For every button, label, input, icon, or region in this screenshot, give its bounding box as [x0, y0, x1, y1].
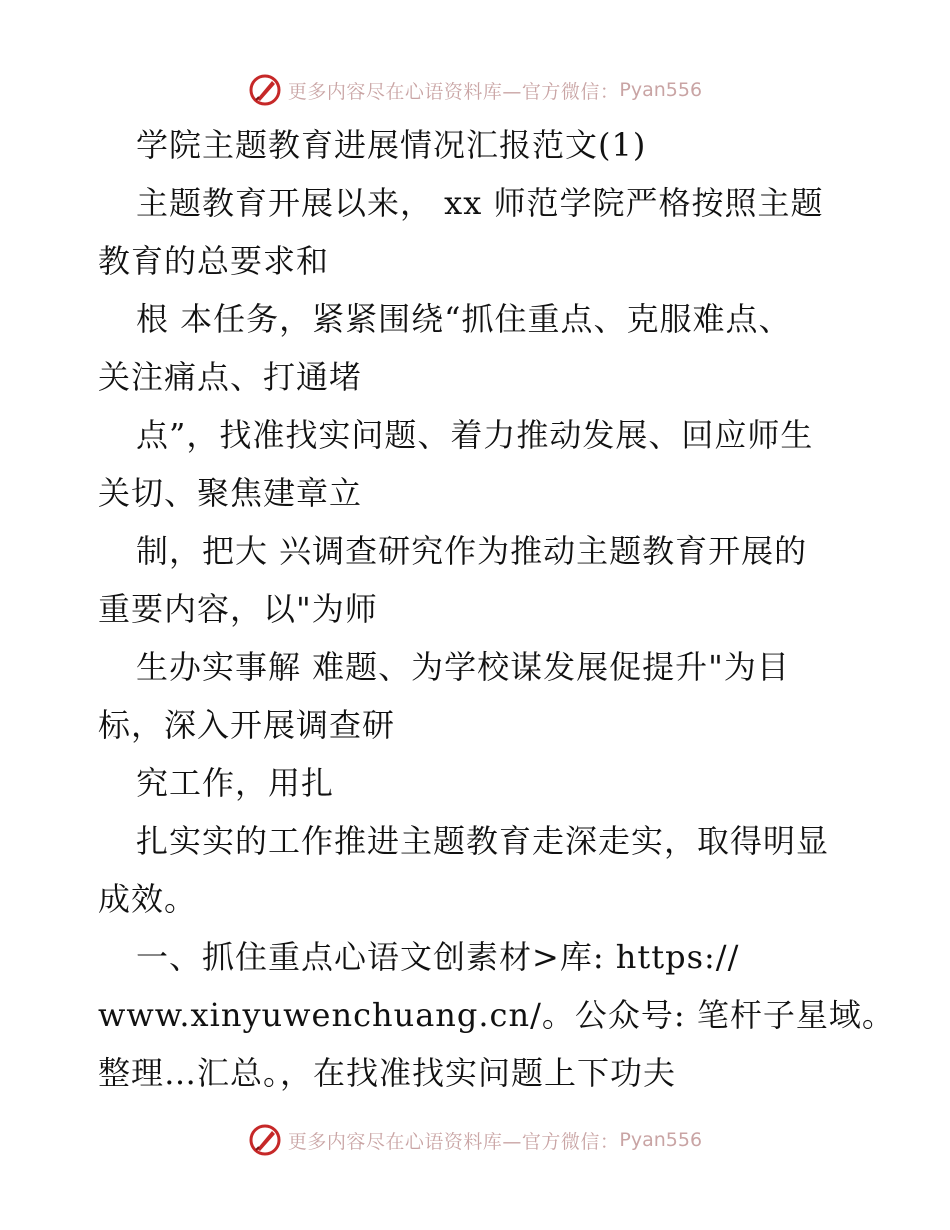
- paragraph-line: 究工作，用扎: [136, 764, 335, 802]
- paragraph-line: 一、抓住重点心语文创素材>库: https://: [136, 938, 740, 976]
- document-body: [98, 116, 895, 1102]
- document-lines: [98, 174, 895, 1102]
- paragraph-line: www.xinyuwenchuang.cn/。公众号: 笔杆子星域。: [98, 996, 895, 1034]
- watermark-promo-text: 更多内容尽在心语资料库—官方微信：: [287, 80, 620, 103]
- paragraph-line: 整理…汇总。，在找准找实问题上下功夫: [98, 1054, 677, 1092]
- document-title: 学院主题教育进展情况汇报范文(1): [136, 126, 647, 164]
- paragraph-line: 成效。: [98, 880, 198, 918]
- paragraph-line: 扎实实的工作推进主题教育走深走实，取得明显: [136, 822, 830, 860]
- paragraph-line: 根 本任务，紧紧围绕“抓住重点、克服难点、: [136, 300, 792, 338]
- watermark-footer: [0, 1120, 950, 1160]
- paragraph-line: 点”，找准找实问题、着力推动发展、回应师生: [136, 416, 814, 454]
- watermark-account: Pyan556: [619, 79, 703, 101]
- paragraph-line: 关切、聚焦建章立: [98, 474, 363, 512]
- paragraph-line: 教育的总要求和: [98, 242, 330, 280]
- watermark-header: [0, 70, 950, 110]
- quill-logo-icon: [248, 73, 282, 107]
- paragraph-line: 主题教育开展以来， xx 师范学院严格按照主题: [136, 184, 824, 222]
- paragraph-line: 关注痛点、打通堵: [98, 358, 363, 396]
- paragraph-line: 制，把大 兴调查研究作为推动主题教育开展的: [136, 532, 808, 570]
- watermark-account: Pyan556: [619, 1129, 703, 1151]
- watermark-promo-text: 更多内容尽在心语资料库—官方微信：: [287, 1130, 620, 1153]
- quill-logo-icon: [248, 1123, 282, 1157]
- paragraph-line: 重要内容，以"为师: [98, 590, 378, 628]
- paragraph-line: 标，深入开展调查研: [98, 706, 396, 744]
- paragraph-line: 生办实事解 难题、为学校谋发展促提升"为目: [136, 648, 790, 686]
